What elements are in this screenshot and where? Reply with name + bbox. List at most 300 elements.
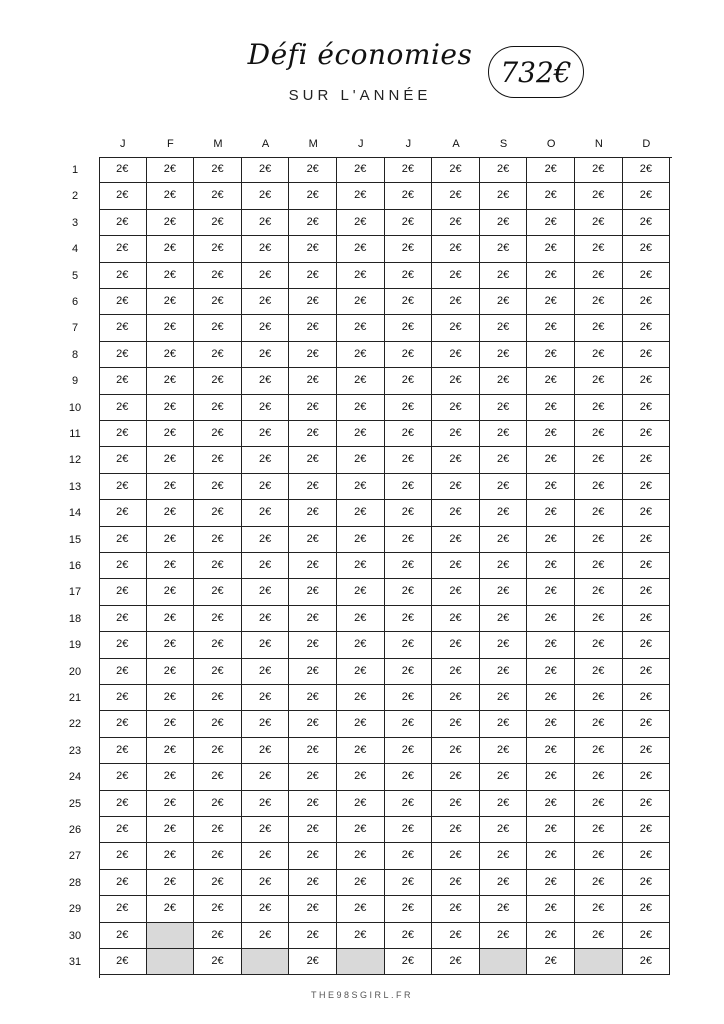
savings-cell[interactable]: 2€ xyxy=(527,870,575,896)
savings-cell[interactable]: 2€ xyxy=(289,843,337,869)
savings-cell[interactable]: 2€ xyxy=(575,289,623,315)
savings-cell[interactable]: 2€ xyxy=(99,553,147,579)
savings-cell[interactable]: 2€ xyxy=(480,553,528,579)
savings-cell[interactable]: 2€ xyxy=(385,896,433,922)
savings-cell[interactable]: 2€ xyxy=(242,342,290,368)
savings-cell[interactable]: 2€ xyxy=(623,447,671,473)
savings-cell[interactable]: 2€ xyxy=(480,236,528,262)
savings-cell[interactable]: 2€ xyxy=(337,896,385,922)
savings-cell[interactable]: 2€ xyxy=(99,949,147,975)
savings-cell[interactable]: 2€ xyxy=(242,711,290,737)
savings-cell[interactable]: 2€ xyxy=(623,421,671,447)
savings-cell[interactable]: 2€ xyxy=(242,474,290,500)
savings-cell[interactable]: 2€ xyxy=(194,738,242,764)
savings-cell[interactable]: 2€ xyxy=(289,236,337,262)
savings-cell[interactable]: 2€ xyxy=(527,342,575,368)
savings-cell[interactable]: 2€ xyxy=(432,289,480,315)
savings-cell[interactable]: 2€ xyxy=(575,368,623,394)
savings-cell[interactable]: 2€ xyxy=(623,659,671,685)
savings-cell[interactable]: 2€ xyxy=(623,949,671,975)
savings-cell[interactable]: 2€ xyxy=(337,315,385,341)
savings-cell[interactable]: 2€ xyxy=(337,527,385,553)
savings-cell[interactable]: 2€ xyxy=(623,527,671,553)
savings-cell[interactable]: 2€ xyxy=(337,421,385,447)
savings-cell[interactable]: 2€ xyxy=(527,395,575,421)
savings-cell[interactable]: 2€ xyxy=(289,527,337,553)
savings-cell[interactable]: 2€ xyxy=(480,183,528,209)
savings-cell[interactable]: 2€ xyxy=(527,685,575,711)
savings-cell[interactable]: 2€ xyxy=(147,527,195,553)
savings-cell[interactable]: 2€ xyxy=(289,553,337,579)
savings-cell[interactable]: 2€ xyxy=(432,579,480,605)
savings-cell[interactable]: 2€ xyxy=(432,923,480,949)
savings-cell[interactable]: 2€ xyxy=(527,896,575,922)
savings-cell[interactable]: 2€ xyxy=(385,342,433,368)
savings-cell[interactable]: 2€ xyxy=(242,817,290,843)
savings-cell[interactable]: 2€ xyxy=(385,870,433,896)
savings-cell[interactable]: 2€ xyxy=(385,527,433,553)
savings-cell[interactable]: 2€ xyxy=(194,500,242,526)
savings-cell[interactable]: 2€ xyxy=(575,843,623,869)
savings-cell[interactable]: 2€ xyxy=(99,289,147,315)
savings-cell[interactable]: 2€ xyxy=(289,659,337,685)
savings-cell[interactable]: 2€ xyxy=(480,659,528,685)
savings-cell[interactable]: 2€ xyxy=(432,474,480,500)
savings-cell[interactable]: 2€ xyxy=(147,500,195,526)
savings-cell[interactable]: 2€ xyxy=(480,791,528,817)
savings-cell[interactable]: 2€ xyxy=(527,447,575,473)
savings-cell[interactable]: 2€ xyxy=(432,843,480,869)
savings-cell[interactable]: 2€ xyxy=(289,210,337,236)
savings-cell[interactable]: 2€ xyxy=(480,368,528,394)
savings-cell[interactable]: 2€ xyxy=(575,738,623,764)
savings-cell[interactable]: 2€ xyxy=(194,210,242,236)
savings-cell[interactable]: 2€ xyxy=(147,157,195,183)
savings-cell[interactable]: 2€ xyxy=(99,870,147,896)
savings-cell[interactable]: 2€ xyxy=(623,395,671,421)
savings-cell[interactable]: 2€ xyxy=(242,527,290,553)
savings-cell[interactable]: 2€ xyxy=(194,315,242,341)
savings-cell[interactable]: 2€ xyxy=(99,210,147,236)
savings-cell[interactable]: 2€ xyxy=(385,157,433,183)
savings-cell[interactable]: 2€ xyxy=(623,289,671,315)
savings-cell[interactable]: 2€ xyxy=(527,315,575,341)
savings-cell[interactable]: 2€ xyxy=(385,553,433,579)
savings-cell[interactable]: 2€ xyxy=(623,791,671,817)
savings-cell[interactable]: 2€ xyxy=(385,632,433,658)
savings-cell[interactable]: 2€ xyxy=(194,553,242,579)
savings-cell[interactable]: 2€ xyxy=(527,579,575,605)
savings-cell[interactable]: 2€ xyxy=(623,210,671,236)
savings-cell[interactable]: 2€ xyxy=(289,342,337,368)
savings-cell[interactable]: 2€ xyxy=(527,791,575,817)
savings-cell[interactable]: 2€ xyxy=(337,764,385,790)
savings-cell[interactable]: 2€ xyxy=(385,606,433,632)
savings-cell[interactable]: 2€ xyxy=(432,395,480,421)
savings-cell[interactable]: 2€ xyxy=(575,923,623,949)
savings-cell[interactable]: 2€ xyxy=(623,923,671,949)
savings-cell[interactable]: 2€ xyxy=(527,738,575,764)
savings-cell[interactable]: 2€ xyxy=(480,843,528,869)
savings-cell[interactable]: 2€ xyxy=(623,606,671,632)
savings-cell[interactable]: 2€ xyxy=(242,870,290,896)
savings-cell[interactable]: 2€ xyxy=(242,210,290,236)
savings-cell[interactable]: 2€ xyxy=(385,421,433,447)
savings-cell[interactable]: 2€ xyxy=(337,447,385,473)
savings-cell[interactable]: 2€ xyxy=(147,342,195,368)
savings-cell[interactable]: 2€ xyxy=(337,183,385,209)
savings-cell[interactable]: 2€ xyxy=(623,843,671,869)
savings-cell[interactable]: 2€ xyxy=(623,263,671,289)
savings-cell[interactable]: 2€ xyxy=(194,236,242,262)
savings-cell[interactable]: 2€ xyxy=(385,685,433,711)
savings-cell[interactable]: 2€ xyxy=(575,500,623,526)
savings-cell[interactable]: 2€ xyxy=(575,527,623,553)
savings-cell[interactable]: 2€ xyxy=(575,315,623,341)
savings-cell[interactable]: 2€ xyxy=(623,315,671,341)
savings-cell[interactable]: 2€ xyxy=(385,500,433,526)
savings-cell[interactable]: 2€ xyxy=(147,263,195,289)
savings-cell[interactable]: 2€ xyxy=(147,659,195,685)
savings-cell[interactable]: 2€ xyxy=(623,632,671,658)
savings-cell[interactable]: 2€ xyxy=(289,606,337,632)
savings-cell[interactable]: 2€ xyxy=(289,579,337,605)
savings-cell[interactable]: 2€ xyxy=(432,210,480,236)
savings-cell[interactable]: 2€ xyxy=(623,764,671,790)
savings-cell[interactable]: 2€ xyxy=(480,500,528,526)
savings-cell[interactable]: 2€ xyxy=(385,315,433,341)
savings-cell[interactable]: 2€ xyxy=(480,527,528,553)
savings-cell[interactable]: 2€ xyxy=(432,315,480,341)
savings-cell[interactable]: 2€ xyxy=(527,949,575,975)
savings-cell[interactable]: 2€ xyxy=(527,289,575,315)
savings-cell[interactable]: 2€ xyxy=(99,659,147,685)
savings-cell[interactable]: 2€ xyxy=(480,579,528,605)
savings-cell[interactable]: 2€ xyxy=(242,738,290,764)
savings-cell[interactable]: 2€ xyxy=(147,474,195,500)
savings-cell[interactable]: 2€ xyxy=(194,685,242,711)
savings-cell[interactable]: 2€ xyxy=(432,711,480,737)
savings-cell[interactable]: 2€ xyxy=(480,632,528,658)
savings-cell[interactable]: 2€ xyxy=(575,632,623,658)
savings-cell[interactable]: 2€ xyxy=(575,421,623,447)
savings-cell[interactable]: 2€ xyxy=(432,632,480,658)
savings-cell[interactable]: 2€ xyxy=(147,870,195,896)
savings-cell[interactable]: 2€ xyxy=(194,474,242,500)
savings-cell[interactable]: 2€ xyxy=(432,342,480,368)
savings-cell[interactable]: 2€ xyxy=(147,553,195,579)
savings-cell[interactable]: 2€ xyxy=(194,579,242,605)
savings-cell[interactable]: 2€ xyxy=(99,447,147,473)
savings-cell[interactable]: 2€ xyxy=(242,183,290,209)
savings-cell[interactable]: 2€ xyxy=(432,236,480,262)
savings-cell[interactable]: 2€ xyxy=(337,606,385,632)
savings-cell[interactable]: 2€ xyxy=(289,368,337,394)
savings-cell[interactable]: 2€ xyxy=(432,553,480,579)
savings-cell[interactable]: 2€ xyxy=(385,711,433,737)
savings-cell[interactable]: 2€ xyxy=(385,949,433,975)
savings-cell[interactable]: 2€ xyxy=(623,685,671,711)
savings-cell[interactable]: 2€ xyxy=(289,289,337,315)
savings-cell[interactable]: 2€ xyxy=(337,659,385,685)
savings-cell[interactable]: 2€ xyxy=(432,659,480,685)
savings-cell[interactable]: 2€ xyxy=(575,685,623,711)
savings-cell[interactable]: 2€ xyxy=(289,949,337,975)
savings-cell[interactable]: 2€ xyxy=(385,764,433,790)
savings-cell[interactable]: 2€ xyxy=(99,764,147,790)
savings-cell[interactable]: 2€ xyxy=(99,632,147,658)
savings-cell[interactable]: 2€ xyxy=(385,843,433,869)
savings-cell[interactable]: 2€ xyxy=(147,711,195,737)
savings-cell[interactable]: 2€ xyxy=(194,606,242,632)
savings-cell[interactable]: 2€ xyxy=(623,342,671,368)
savings-cell[interactable]: 2€ xyxy=(289,632,337,658)
savings-cell[interactable]: 2€ xyxy=(575,210,623,236)
savings-cell[interactable]: 2€ xyxy=(432,183,480,209)
savings-cell[interactable]: 2€ xyxy=(147,395,195,421)
savings-cell[interactable]: 2€ xyxy=(337,843,385,869)
savings-cell[interactable]: 2€ xyxy=(99,315,147,341)
savings-cell[interactable]: 2€ xyxy=(99,527,147,553)
savings-cell[interactable]: 2€ xyxy=(337,368,385,394)
savings-cell[interactable]: 2€ xyxy=(147,210,195,236)
savings-cell[interactable]: 2€ xyxy=(337,553,385,579)
savings-cell[interactable]: 2€ xyxy=(242,659,290,685)
savings-cell[interactable]: 2€ xyxy=(575,447,623,473)
savings-cell[interactable]: 2€ xyxy=(242,315,290,341)
savings-cell[interactable]: 2€ xyxy=(623,896,671,922)
savings-cell[interactable]: 2€ xyxy=(337,579,385,605)
savings-cell[interactable]: 2€ xyxy=(194,395,242,421)
savings-cell[interactable]: 2€ xyxy=(147,289,195,315)
savings-cell[interactable]: 2€ xyxy=(147,791,195,817)
savings-cell[interactable]: 2€ xyxy=(242,579,290,605)
savings-cell[interactable]: 2€ xyxy=(147,817,195,843)
savings-cell[interactable]: 2€ xyxy=(575,579,623,605)
savings-cell[interactable]: 2€ xyxy=(623,738,671,764)
savings-cell[interactable]: 2€ xyxy=(99,500,147,526)
savings-cell[interactable]: 2€ xyxy=(432,368,480,394)
savings-cell[interactable]: 2€ xyxy=(99,579,147,605)
savings-cell[interactable]: 2€ xyxy=(623,711,671,737)
savings-cell[interactable]: 2€ xyxy=(480,817,528,843)
savings-cell[interactable]: 2€ xyxy=(480,157,528,183)
savings-cell[interactable]: 2€ xyxy=(575,659,623,685)
savings-cell[interactable]: 2€ xyxy=(480,474,528,500)
savings-cell[interactable]: 2€ xyxy=(289,711,337,737)
savings-cell[interactable]: 2€ xyxy=(194,157,242,183)
savings-cell[interactable]: 2€ xyxy=(480,923,528,949)
savings-cell[interactable]: 2€ xyxy=(337,342,385,368)
savings-cell[interactable]: 2€ xyxy=(385,817,433,843)
savings-cell[interactable]: 2€ xyxy=(385,474,433,500)
savings-cell[interactable]: 2€ xyxy=(194,447,242,473)
savings-cell[interactable]: 2€ xyxy=(575,263,623,289)
savings-cell[interactable]: 2€ xyxy=(527,817,575,843)
savings-cell[interactable]: 2€ xyxy=(194,870,242,896)
savings-cell[interactable]: 2€ xyxy=(99,395,147,421)
savings-cell[interactable]: 2€ xyxy=(527,606,575,632)
savings-cell[interactable]: 2€ xyxy=(194,923,242,949)
savings-cell[interactable]: 2€ xyxy=(575,606,623,632)
savings-cell[interactable]: 2€ xyxy=(289,896,337,922)
savings-cell[interactable]: 2€ xyxy=(527,843,575,869)
savings-cell[interactable]: 2€ xyxy=(242,421,290,447)
savings-cell[interactable]: 2€ xyxy=(480,896,528,922)
savings-cell[interactable]: 2€ xyxy=(480,289,528,315)
savings-cell[interactable]: 2€ xyxy=(289,923,337,949)
savings-cell[interactable]: 2€ xyxy=(242,606,290,632)
savings-cell[interactable]: 2€ xyxy=(337,263,385,289)
savings-cell[interactable]: 2€ xyxy=(385,447,433,473)
savings-cell[interactable]: 2€ xyxy=(289,263,337,289)
savings-cell[interactable]: 2€ xyxy=(623,474,671,500)
savings-cell[interactable]: 2€ xyxy=(575,183,623,209)
savings-cell[interactable]: 2€ xyxy=(527,236,575,262)
savings-cell[interactable]: 2€ xyxy=(527,474,575,500)
savings-cell[interactable]: 2€ xyxy=(623,368,671,394)
savings-cell[interactable]: 2€ xyxy=(242,632,290,658)
savings-cell[interactable]: 2€ xyxy=(575,764,623,790)
savings-cell[interactable]: 2€ xyxy=(99,817,147,843)
savings-cell[interactable]: 2€ xyxy=(99,263,147,289)
savings-cell[interactable]: 2€ xyxy=(527,421,575,447)
savings-cell[interactable]: 2€ xyxy=(337,157,385,183)
savings-cell[interactable]: 2€ xyxy=(575,553,623,579)
savings-cell[interactable]: 2€ xyxy=(527,632,575,658)
savings-cell[interactable]: 2€ xyxy=(99,157,147,183)
savings-cell[interactable]: 2€ xyxy=(147,183,195,209)
savings-cell[interactable]: 2€ xyxy=(289,447,337,473)
savings-cell[interactable]: 2€ xyxy=(99,738,147,764)
savings-cell[interactable]: 2€ xyxy=(527,157,575,183)
savings-cell[interactable]: 2€ xyxy=(385,368,433,394)
savings-cell[interactable]: 2€ xyxy=(242,843,290,869)
savings-cell[interactable]: 2€ xyxy=(527,711,575,737)
savings-cell[interactable]: 2€ xyxy=(385,923,433,949)
savings-cell[interactable]: 2€ xyxy=(623,579,671,605)
savings-cell[interactable]: 2€ xyxy=(575,474,623,500)
savings-cell[interactable]: 2€ xyxy=(432,896,480,922)
savings-cell[interactable]: 2€ xyxy=(480,606,528,632)
savings-cell[interactable]: 2€ xyxy=(480,447,528,473)
savings-cell[interactable]: 2€ xyxy=(337,236,385,262)
savings-cell[interactable]: 2€ xyxy=(289,764,337,790)
savings-cell[interactable]: 2€ xyxy=(242,500,290,526)
savings-cell[interactable]: 2€ xyxy=(147,606,195,632)
savings-cell[interactable]: 2€ xyxy=(242,236,290,262)
savings-cell[interactable]: 2€ xyxy=(337,210,385,236)
savings-cell[interactable]: 2€ xyxy=(194,342,242,368)
savings-cell[interactable]: 2€ xyxy=(194,421,242,447)
savings-cell[interactable]: 2€ xyxy=(575,342,623,368)
savings-cell[interactable]: 2€ xyxy=(99,474,147,500)
savings-cell[interactable]: 2€ xyxy=(147,421,195,447)
savings-cell[interactable]: 2€ xyxy=(337,817,385,843)
savings-cell[interactable]: 2€ xyxy=(480,315,528,341)
savings-cell[interactable]: 2€ xyxy=(242,553,290,579)
savings-cell[interactable]: 2€ xyxy=(385,183,433,209)
savings-cell[interactable]: 2€ xyxy=(194,843,242,869)
savings-cell[interactable]: 2€ xyxy=(480,764,528,790)
savings-cell[interactable]: 2€ xyxy=(147,738,195,764)
savings-cell[interactable]: 2€ xyxy=(289,157,337,183)
savings-cell[interactable]: 2€ xyxy=(575,157,623,183)
savings-cell[interactable]: 2€ xyxy=(337,738,385,764)
savings-cell[interactable]: 2€ xyxy=(242,447,290,473)
savings-cell[interactable]: 2€ xyxy=(147,315,195,341)
savings-cell[interactable]: 2€ xyxy=(242,764,290,790)
savings-cell[interactable]: 2€ xyxy=(194,764,242,790)
savings-cell[interactable]: 2€ xyxy=(432,764,480,790)
savings-cell[interactable]: 2€ xyxy=(147,896,195,922)
savings-cell[interactable]: 2€ xyxy=(242,368,290,394)
savings-cell[interactable]: 2€ xyxy=(575,711,623,737)
savings-cell[interactable]: 2€ xyxy=(623,236,671,262)
savings-cell[interactable]: 2€ xyxy=(242,395,290,421)
savings-cell[interactable]: 2€ xyxy=(527,659,575,685)
savings-cell[interactable]: 2€ xyxy=(99,685,147,711)
savings-cell[interactable]: 2€ xyxy=(385,289,433,315)
savings-cell[interactable]: 2€ xyxy=(99,368,147,394)
savings-cell[interactable]: 2€ xyxy=(480,711,528,737)
savings-cell[interactable]: 2€ xyxy=(432,447,480,473)
savings-cell[interactable]: 2€ xyxy=(480,738,528,764)
savings-cell[interactable]: 2€ xyxy=(385,263,433,289)
savings-cell[interactable]: 2€ xyxy=(337,870,385,896)
savings-cell[interactable]: 2€ xyxy=(575,817,623,843)
savings-cell[interactable]: 2€ xyxy=(575,236,623,262)
savings-cell[interactable]: 2€ xyxy=(194,527,242,553)
savings-cell[interactable]: 2€ xyxy=(194,632,242,658)
savings-cell[interactable]: 2€ xyxy=(99,421,147,447)
savings-cell[interactable]: 2€ xyxy=(337,500,385,526)
savings-cell[interactable]: 2€ xyxy=(99,843,147,869)
savings-cell[interactable]: 2€ xyxy=(432,500,480,526)
savings-cell[interactable]: 2€ xyxy=(242,685,290,711)
savings-cell[interactable]: 2€ xyxy=(432,263,480,289)
savings-cell[interactable]: 2€ xyxy=(194,791,242,817)
savings-cell[interactable]: 2€ xyxy=(432,527,480,553)
savings-cell[interactable]: 2€ xyxy=(147,843,195,869)
savings-cell[interactable]: 2€ xyxy=(623,870,671,896)
savings-cell[interactable]: 2€ xyxy=(623,157,671,183)
savings-cell[interactable]: 2€ xyxy=(480,263,528,289)
savings-cell[interactable]: 2€ xyxy=(337,289,385,315)
savings-cell[interactable]: 2€ xyxy=(480,395,528,421)
savings-cell[interactable]: 2€ xyxy=(289,870,337,896)
savings-cell[interactable]: 2€ xyxy=(289,395,337,421)
savings-cell[interactable]: 2€ xyxy=(194,368,242,394)
savings-cell[interactable]: 2€ xyxy=(432,817,480,843)
savings-cell[interactable]: 2€ xyxy=(242,157,290,183)
savings-cell[interactable]: 2€ xyxy=(385,791,433,817)
savings-cell[interactable]: 2€ xyxy=(289,421,337,447)
savings-cell[interactable]: 2€ xyxy=(337,395,385,421)
savings-cell[interactable]: 2€ xyxy=(385,236,433,262)
savings-cell[interactable]: 2€ xyxy=(432,157,480,183)
savings-cell[interactable]: 2€ xyxy=(432,421,480,447)
savings-cell[interactable]: 2€ xyxy=(575,791,623,817)
savings-cell[interactable]: 2€ xyxy=(242,791,290,817)
savings-cell[interactable]: 2€ xyxy=(242,923,290,949)
savings-cell[interactable]: 2€ xyxy=(147,632,195,658)
savings-cell[interactable]: 2€ xyxy=(623,553,671,579)
savings-cell[interactable]: 2€ xyxy=(147,236,195,262)
savings-cell[interactable]: 2€ xyxy=(527,764,575,790)
savings-cell[interactable]: 2€ xyxy=(480,870,528,896)
savings-cell[interactable]: 2€ xyxy=(527,527,575,553)
